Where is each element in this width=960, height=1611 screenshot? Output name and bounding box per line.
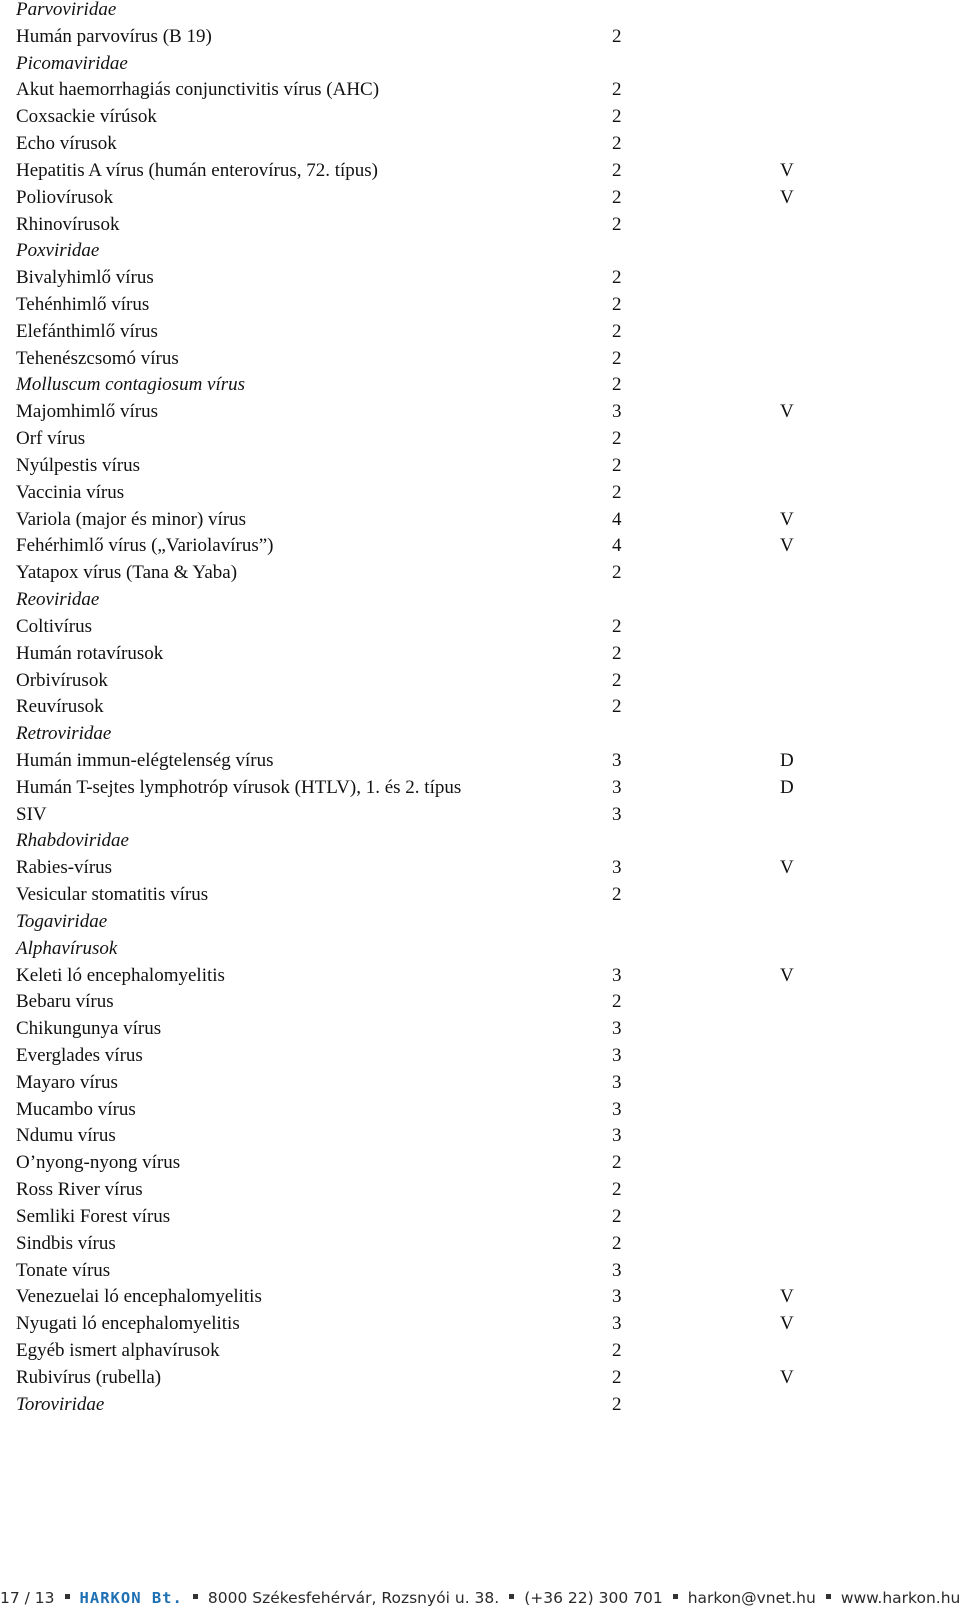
virus-name: Orbivírusok bbox=[16, 669, 108, 691]
virus-row bbox=[0, 1069, 960, 1096]
virus-name: Echo vírusok bbox=[16, 133, 117, 155]
family-name: Parvoviridae bbox=[16, 0, 117, 20]
virus-row bbox=[0, 747, 960, 774]
separator-icon bbox=[826, 1594, 831, 1599]
virus-name: Toroviridae bbox=[16, 1393, 105, 1415]
virus-name: Mayaro vírus bbox=[16, 1071, 118, 1093]
virus-name: Rabies-vírus bbox=[16, 857, 113, 879]
virus-row bbox=[0, 452, 960, 479]
risk-group: 2 bbox=[612, 481, 622, 503]
virus-name: Rubivírus (rubella) bbox=[16, 1366, 162, 1388]
virus-row bbox=[0, 1257, 960, 1284]
virus-row bbox=[0, 1364, 960, 1391]
virus-row bbox=[0, 318, 960, 345]
family-name: Retroviridae bbox=[16, 723, 112, 745]
risk-group: 3 bbox=[612, 1313, 622, 1335]
virus-name: Bivalyhimlő vírus bbox=[16, 267, 154, 289]
virus-row bbox=[0, 988, 960, 1015]
virus-name: Reuvírusok bbox=[16, 696, 104, 718]
virus-row bbox=[0, 801, 960, 828]
virus-row bbox=[0, 774, 960, 801]
virus-name: SIV bbox=[16, 803, 47, 825]
virus-row bbox=[0, 425, 960, 452]
family-heading-row bbox=[0, 0, 960, 23]
virus-row bbox=[0, 1176, 960, 1203]
virus-name: Coxsackie vírúsok bbox=[16, 106, 157, 128]
virus-name: Variola (major és minor) vírus bbox=[16, 508, 247, 530]
risk-group: 3 bbox=[612, 964, 622, 986]
virus-row bbox=[0, 881, 960, 908]
virus-row bbox=[0, 667, 960, 694]
note-mark: V bbox=[780, 857, 794, 879]
virus-row bbox=[0, 211, 960, 238]
family-name: Reoviridae bbox=[16, 589, 100, 611]
risk-group: 2 bbox=[612, 1366, 622, 1388]
family-heading-row bbox=[0, 935, 960, 962]
separator-icon bbox=[65, 1594, 70, 1599]
virus-row bbox=[0, 962, 960, 989]
note-mark: V bbox=[780, 401, 794, 423]
virus-row bbox=[0, 1391, 960, 1418]
virus-name: Coltivírus bbox=[16, 615, 93, 637]
note-mark: V bbox=[780, 1366, 794, 1388]
virus-row bbox=[0, 264, 960, 291]
risk-group: 2 bbox=[612, 642, 622, 664]
risk-group: 2 bbox=[612, 320, 622, 342]
virus-name: Akut haemorrhagiás conjunctivitis vírus (AHC) bbox=[16, 79, 380, 101]
virus-row bbox=[0, 613, 960, 640]
note-mark: V bbox=[780, 186, 794, 208]
note-mark: V bbox=[780, 159, 794, 181]
virus-row bbox=[0, 1337, 960, 1364]
risk-group: 2 bbox=[612, 428, 622, 450]
separator-icon bbox=[509, 1594, 514, 1599]
virus-name: Humán immun-elégtelenség vírus bbox=[16, 749, 274, 771]
virus-row bbox=[0, 559, 960, 586]
family-heading-row bbox=[0, 720, 960, 747]
risk-group: 2 bbox=[612, 884, 622, 906]
virus-row bbox=[0, 693, 960, 720]
risk-group: 3 bbox=[612, 1098, 622, 1120]
risk-group: 2 bbox=[612, 669, 622, 691]
company-website[interactable]: www.harkon.hu bbox=[840, 1588, 960, 1607]
separator-icon bbox=[673, 1594, 678, 1599]
virus-name: Semliki Forest vírus bbox=[16, 1205, 171, 1227]
risk-group: 3 bbox=[612, 857, 622, 879]
family-name: Alphavírusok bbox=[16, 937, 118, 959]
risk-group: 2 bbox=[612, 1152, 622, 1174]
risk-group: 2 bbox=[612, 294, 622, 316]
virus-row bbox=[0, 291, 960, 318]
risk-group: 2 bbox=[612, 696, 622, 718]
risk-group: 2 bbox=[612, 25, 622, 47]
virus-name: Venezuelai ló encephalomyelitis bbox=[16, 1286, 262, 1308]
virus-row bbox=[0, 103, 960, 130]
virus-row bbox=[0, 23, 960, 50]
company-address: 8000 Székesfehérvár, Rozsnyói u. 38. bbox=[207, 1588, 500, 1607]
virus-name: Humán rotavírusok bbox=[16, 642, 164, 664]
virus-name: Vaccinia vírus bbox=[16, 481, 125, 503]
risk-group: 4 bbox=[612, 508, 622, 530]
family-heading-row bbox=[0, 50, 960, 77]
virus-name: Majomhimlő vírus bbox=[16, 401, 158, 423]
company-phone: (+36 22) 300 701 bbox=[524, 1588, 663, 1607]
note-mark: V bbox=[780, 1286, 794, 1308]
virus-name: Humán T-sejtes lymphotróp vírusok (HTLV), 1. és 2. típus bbox=[16, 776, 462, 798]
virus-name: Keleti ló encephalomyelitis bbox=[16, 964, 225, 986]
virus-row bbox=[0, 854, 960, 881]
virus-name: Yatapox vírus (Tana & Yaba) bbox=[16, 562, 238, 584]
virus-name: Bebaru vírus bbox=[16, 991, 114, 1013]
virus-row bbox=[0, 532, 960, 559]
virus-name: Orf vírus bbox=[16, 428, 86, 450]
company-email[interactable]: harkon@vnet.hu bbox=[687, 1588, 816, 1607]
family-name: Rhabdoviridae bbox=[16, 830, 129, 852]
virus-name: Chikungunya vírus bbox=[16, 1018, 162, 1040]
virus-name: Sindbis vírus bbox=[16, 1232, 116, 1254]
risk-group: 2 bbox=[612, 347, 622, 369]
family-heading-row bbox=[0, 237, 960, 264]
virus-name: Rhinovírusok bbox=[16, 213, 120, 235]
virus-row bbox=[0, 506, 960, 533]
family-name: Picomaviridae bbox=[16, 52, 128, 74]
virus-row bbox=[0, 1203, 960, 1230]
virus-row bbox=[0, 184, 960, 211]
family-name: Togaviridae bbox=[16, 910, 108, 932]
virus-name: Everglades vírus bbox=[16, 1044, 143, 1066]
risk-group: 3 bbox=[612, 1071, 622, 1093]
separator-icon bbox=[193, 1594, 198, 1599]
virus-name: Humán parvovírus (B 19) bbox=[16, 25, 212, 47]
virus-row bbox=[0, 1283, 960, 1310]
virus-row bbox=[0, 371, 960, 398]
virus-row bbox=[0, 1149, 960, 1176]
risk-group: 3 bbox=[612, 401, 622, 423]
virus-row bbox=[0, 1015, 960, 1042]
risk-group: 2 bbox=[612, 991, 622, 1013]
note-mark: D bbox=[780, 749, 794, 771]
risk-group: 2 bbox=[612, 454, 622, 476]
virus-name: Mucambo vírus bbox=[16, 1098, 136, 1120]
family-name: Poxviridae bbox=[16, 240, 100, 262]
risk-group: 4 bbox=[612, 535, 622, 557]
virus-name: Ndumu vírus bbox=[16, 1125, 116, 1147]
risk-group: 3 bbox=[612, 1286, 622, 1308]
risk-group: 2 bbox=[612, 186, 622, 208]
virus-name: O’nyong-nyong vírus bbox=[16, 1152, 181, 1174]
virus-name: Egyéb ismert alphavírusok bbox=[16, 1340, 220, 1361]
risk-group: 2 bbox=[612, 562, 622, 584]
virus-name: Nyugati ló encephalomyelitis bbox=[16, 1313, 240, 1335]
note-mark: D bbox=[780, 776, 794, 798]
virus-row bbox=[0, 130, 960, 157]
risk-group: 3 bbox=[612, 803, 622, 825]
virus-row bbox=[0, 76, 960, 103]
note-mark: V bbox=[780, 964, 794, 986]
page-footer bbox=[0, 1588, 960, 1608]
family-heading-row bbox=[0, 586, 960, 613]
virus-name: Molluscum contagiosum vírus bbox=[16, 374, 246, 396]
risk-group: 3 bbox=[612, 1018, 622, 1040]
risk-group: 2 bbox=[612, 615, 622, 637]
virus-name: Poliovírusok bbox=[16, 186, 114, 208]
risk-group: 2 bbox=[612, 159, 622, 181]
virus-name: Nyúlpestis vírus bbox=[16, 454, 141, 476]
virus-name: Fehérhimlő vírus („Variolavírus”) bbox=[16, 535, 274, 557]
risk-group: 2 bbox=[612, 79, 622, 101]
risk-group: 3 bbox=[612, 1259, 622, 1281]
virus-row bbox=[0, 157, 960, 184]
virus-row bbox=[0, 398, 960, 425]
risk-group: 3 bbox=[612, 749, 622, 771]
risk-group: 3 bbox=[612, 1044, 622, 1066]
note-mark: V bbox=[780, 508, 794, 530]
risk-group: 2 bbox=[612, 1393, 622, 1415]
risk-group: 2 bbox=[612, 1179, 622, 1201]
virus-row bbox=[0, 479, 960, 506]
virus-row bbox=[0, 1310, 960, 1337]
risk-group: 3 bbox=[612, 1125, 622, 1147]
virus-row bbox=[0, 1042, 960, 1069]
family-heading-row bbox=[0, 908, 960, 935]
family-heading-row bbox=[0, 827, 960, 854]
virus-name: Tonate vírus bbox=[16, 1259, 111, 1281]
risk-group: 3 bbox=[612, 776, 622, 798]
risk-group: 2 bbox=[612, 1232, 622, 1254]
risk-group: 2 bbox=[612, 106, 622, 128]
virus-row bbox=[0, 1096, 960, 1123]
note-mark: V bbox=[780, 535, 794, 557]
risk-group: 2 bbox=[612, 267, 622, 289]
virus-row bbox=[0, 1122, 960, 1149]
virus-row bbox=[0, 345, 960, 372]
page-number: 17 / 13 bbox=[0, 1588, 55, 1607]
note-mark: V bbox=[780, 1313, 794, 1335]
company-logo: HARKON Bt. bbox=[79, 1588, 183, 1607]
virus-name: Vesicular stomatitis vírus bbox=[16, 884, 209, 906]
virus-name: Tehenészcsomó vírus bbox=[16, 347, 179, 369]
risk-group: 2 bbox=[612, 374, 622, 396]
virus-name: Hepatitis A vírus (humán enterovírus, 72. típus) bbox=[16, 159, 379, 181]
virus-row bbox=[0, 640, 960, 667]
virus-row bbox=[0, 1230, 960, 1257]
virus-name: Tehénhimlő vírus bbox=[16, 294, 150, 316]
virus-name: Ross River vírus bbox=[16, 1179, 143, 1201]
risk-group: 2 bbox=[612, 1340, 622, 1361]
risk-group: 2 bbox=[612, 133, 622, 155]
risk-group: 2 bbox=[612, 1205, 622, 1227]
virus-name: Elefánthimlő vírus bbox=[16, 320, 158, 342]
risk-group: 2 bbox=[612, 213, 622, 235]
